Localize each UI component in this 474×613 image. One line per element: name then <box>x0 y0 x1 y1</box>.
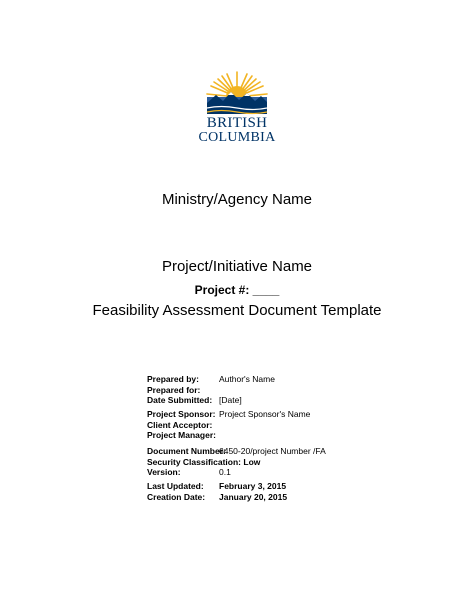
security-classification-value: Low <box>243 456 261 467</box>
date-submitted-value: [Date] <box>219 395 242 405</box>
project-sponsor-value: Project Sponsor's Name <box>219 409 311 419</box>
creation-date-value: January 20, 2015 <box>219 491 288 502</box>
project-sponsor-label: Project Sponsor: <box>147 409 216 419</box>
date-submitted-label: Date Submitted: <box>147 395 213 405</box>
document-number-row <box>147 446 326 457</box>
version-value: 0.1 <box>219 467 231 477</box>
security-classification-label: Security Classification: <box>147 456 242 467</box>
document-details <box>147 446 326 478</box>
project-name: Project/Initiative Name <box>161 258 313 275</box>
security-classification <box>147 457 260 467</box>
last-updated-value: February 3, 2015 <box>219 481 287 491</box>
creation-date-label: Creation Date: <box>147 491 206 502</box>
project-manager-label: Project Manager: <box>147 430 216 440</box>
logo-text-columbia: COLUMBIA <box>198 130 276 145</box>
last-updated-label: Last Updated: <box>147 481 204 491</box>
document-number-value: 6450-20/project Number /FA <box>219 446 326 456</box>
security-classification-row <box>147 457 260 468</box>
document-title: Feasibility Assessment Document Template <box>92 302 382 319</box>
prepared-for-label: Prepared for: <box>147 384 201 395</box>
prepared-by-label: Prepared by: <box>147 374 199 384</box>
document-number-label: Document Number: <box>147 446 226 456</box>
client-acceptor-label: Client Acceptor: <box>147 419 213 430</box>
ministry-name: Ministry/Agency Name <box>161 191 313 208</box>
version-label: Version: <box>147 467 181 477</box>
version-row <box>147 467 260 478</box>
bc-government-logo <box>195 70 279 146</box>
sun-mountains-icon <box>203 70 271 116</box>
prepared-by-value: Author's Name <box>219 374 275 384</box>
logo-text-british: BRITISH <box>206 115 268 131</box>
project-number: Project #: ____ <box>194 283 280 297</box>
